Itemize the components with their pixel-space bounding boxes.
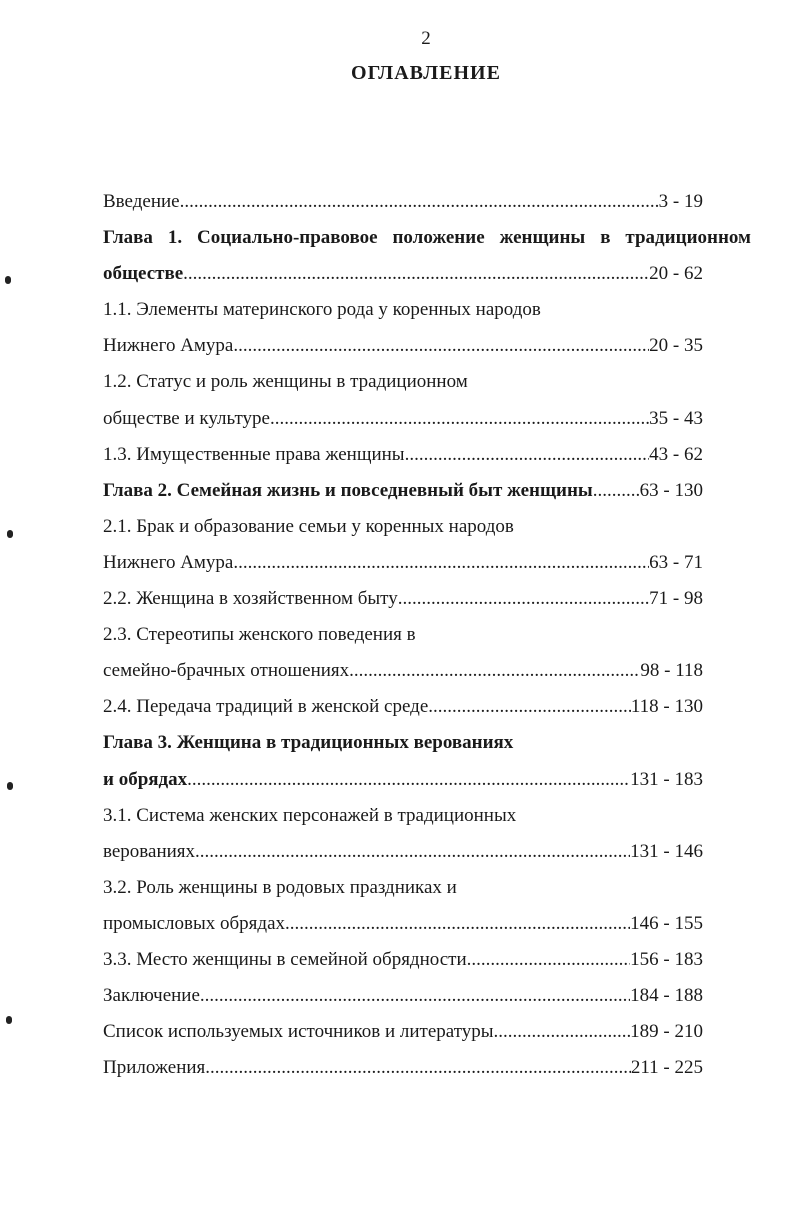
toc-label: верованиях [103, 840, 196, 862]
toc-label: 1.3. Имущественные права женщины [103, 443, 405, 465]
page-title: ОГЛАВЛЕНИЕ [351, 62, 501, 84]
toc-pages: 98 - 118 [640, 660, 703, 682]
toc-pages: 189 - 210 [630, 1021, 703, 1043]
dot-leader [494, 1014, 631, 1050]
toc-section-1-3 [103, 437, 703, 473]
toc-pages: 3 - 19 [658, 191, 703, 212]
toc-label: 2.2. Женщина в хозяйственном быту [103, 588, 398, 610]
toc-entry-appendix [103, 1050, 703, 1086]
toc-label: 3.3. Место женщины в семейной обрядности [103, 948, 467, 970]
toc-section-2-4 [103, 689, 703, 725]
toc-entry-sources [103, 1014, 703, 1050]
toc-pages: 184 - 188 [630, 985, 703, 1007]
dot-leader [398, 581, 649, 617]
dot-leader [467, 942, 631, 978]
toc-section-2-1-end [103, 545, 703, 581]
toc-label: Приложения [103, 1057, 206, 1079]
toc-label: промысловых обрядах [103, 912, 286, 934]
toc-label: и обрядах [103, 768, 188, 790]
dot-leader [428, 689, 631, 725]
toc-pages: 20 - 35 [649, 335, 703, 357]
dot-leader [205, 1050, 631, 1086]
toc-label: Заключение [103, 985, 200, 1007]
toc-pages: 20 - 62 [649, 263, 703, 285]
page-number: 2 [421, 28, 431, 49]
dot-leader [349, 653, 640, 689]
toc-label: обществе [103, 263, 184, 285]
dot-leader [270, 401, 649, 437]
dot-leader [233, 545, 649, 581]
toc-section-2-2 [103, 581, 703, 617]
toc-pages: 63 - 130 [639, 479, 703, 501]
toc-label: 2.4. Передача традиций в женской среде [103, 696, 429, 718]
toc-section-2-3-end [103, 653, 703, 689]
dot-leader [285, 906, 630, 942]
toc-section-3-2-end [103, 906, 703, 942]
toc-pages: 43 - 62 [649, 443, 703, 465]
toc-pages: 35 - 43 [649, 407, 703, 429]
toc-pages: 71 - 98 [649, 588, 703, 610]
toc-section-1-1-end [103, 328, 703, 364]
toc-label: семейно-брачных отношениях [103, 660, 350, 682]
toc-pages: 63 - 71 [649, 551, 703, 573]
toc-entry-conclusion [103, 978, 703, 1014]
toc-chapter-1-title: Глава 1. Социально-правовое положение женщины в традиционном [103, 227, 751, 249]
toc-section-3-1-end [103, 834, 703, 870]
table-of-contents [103, 184, 751, 1086]
scan-mark [6, 1016, 12, 1024]
dot-leader [233, 328, 649, 364]
toc-label: Список используемых источников и литературы [103, 1021, 494, 1043]
dot-leader [183, 256, 649, 292]
dot-leader [405, 437, 650, 473]
toc-pages: 131 - 183 [630, 768, 703, 790]
toc-pages: 156 - 183 [630, 948, 703, 970]
toc-label: обществе и культуре [103, 407, 270, 429]
toc-pages: 118 - 130 [630, 696, 703, 718]
toc-label: Введение [103, 191, 180, 212]
scan-mark [5, 276, 11, 284]
toc-entry-intro [103, 184, 703, 220]
toc-section-1-2-end [103, 401, 703, 437]
dot-leader [200, 978, 630, 1014]
toc-section-3-3 [103, 942, 703, 978]
toc-section-2-1: 2.1. Брак и образование семьи у коренных народов [103, 515, 514, 537]
toc-chapter-3-title-end [103, 762, 703, 798]
toc-label: Глава 2. Семейная жизнь и повседневный быт женщины [103, 479, 593, 501]
scan-mark [7, 530, 13, 538]
toc-section-3-1: 3.1. Система женских персонажей в традиционных [103, 804, 517, 826]
toc-pages: 131 - 146 [630, 840, 703, 862]
toc-chapter-1-title-end [103, 256, 703, 292]
toc-section-1-2: 1.2. Статус и роль женщины в традиционном [103, 371, 468, 393]
dot-leader [195, 834, 630, 870]
toc-section-2-3: 2.3. Стереотипы женского поведения в [103, 624, 416, 646]
toc-label: Нижнего Амура [103, 335, 234, 357]
dot-leader [187, 762, 630, 798]
toc-chapter-3-title: Глава 3. Женщина в традиционных верованиях [103, 732, 514, 754]
scan-mark [7, 782, 13, 790]
toc-label: Нижнего Амура [103, 551, 234, 573]
dot-leader [593, 473, 640, 509]
toc-pages: 146 - 155 [630, 912, 703, 934]
toc-chapter-2-title [103, 473, 703, 509]
toc-pages: 211 - 225 [630, 1057, 703, 1079]
toc-section-3-2: 3.2. Роль женщины в родовых праздниках и [103, 876, 457, 898]
toc-section-1-1: 1.1. Элементы материнского рода у коренных народов [103, 299, 541, 321]
dot-leader [180, 184, 659, 220]
